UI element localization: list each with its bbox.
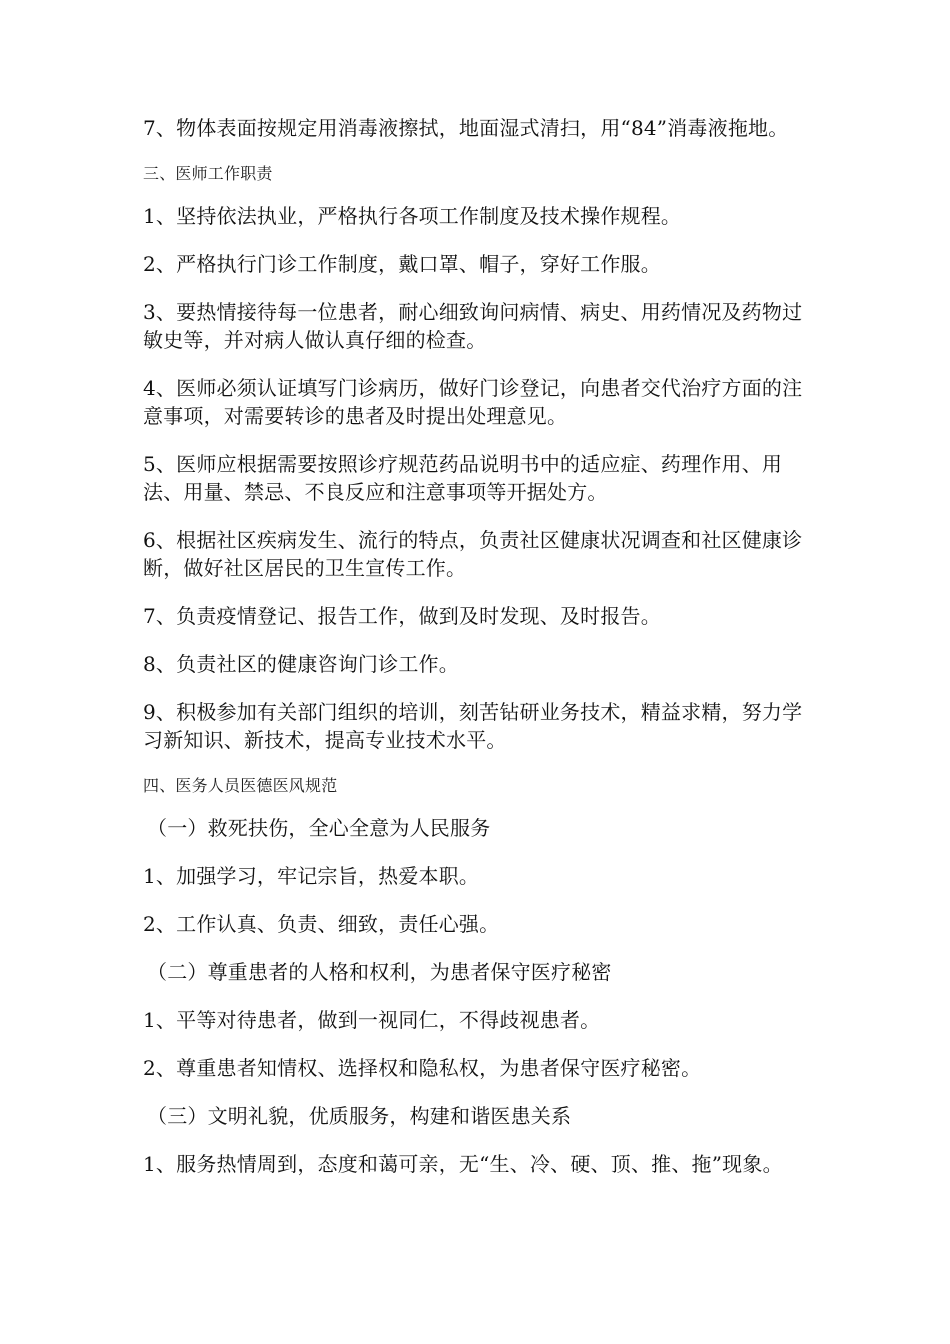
duty-item-8: 8、负责社区的健康咨询门诊工作。	[143, 652, 459, 676]
duty-item-1: 1、坚持依法执业，严格执行各项工作制度及技术操作规程。	[143, 204, 682, 228]
subsection-heading-3: （三）文明礼貌，优质服务，构建和谐医患关系	[147, 1104, 572, 1128]
subsection-heading-2: （二）尊重患者的人格和权利，为患者保守医疗秘密	[147, 960, 612, 984]
ethics-item-2-2: 2、尊重患者知情权、选择权和隐私权，为患者保守医疗秘密。	[143, 1056, 702, 1080]
duty-item-2: 2、严格执行门诊工作制度，戴口罩、帽子，穿好工作服。	[143, 252, 661, 276]
document-body	[143, 114, 815, 1178]
duty-item-4: 4、医师必须认证填写门诊病历，做好门诊登记，向患者交代治疗方面的注意事项，对需要转诊的患者及时提出处理意见。	[143, 376, 803, 428]
ethics-item-2-1: 1、平等对待患者，做到一视同仁，不得歧视患者。	[143, 1008, 601, 1032]
ethics-item-1-2: 2、工作认真、负责、细致，责任心强。	[143, 912, 500, 936]
duty-item-7: 7、负责疫情登记、报告工作，做到及时发现、及时报告。	[143, 604, 661, 628]
section-heading-medical-ethics: 四、医务人员医德医风规范	[143, 776, 338, 795]
section-heading-physician-duties: 三、医师工作职责	[143, 164, 273, 183]
duty-item-6: 6、根据社区疾病发生、流行的特点，负责社区健康状况调查和社区健康诊断，做好社区居民的卫生宣传工作。	[143, 528, 803, 580]
subsection-heading-1: （一）救死扶伤，全心全意为人民服务	[147, 816, 491, 840]
ethics-item-3-1: 1、服务热情周到，态度和蔼可亲，无“生、冷、硬、顶、推、拖”现象。	[143, 1152, 783, 1176]
duty-item-9: 9、积极参加有关部门组织的培训，刻苦钻研业务技术，精益求精，努力学习新知识、新技术，提高专业技术水平。	[143, 700, 803, 752]
ethics-item-1-1: 1、加强学习，牢记宗旨，热爱本职。	[143, 864, 480, 888]
duty-item-3: 3、要热情接待每一位患者，耐心细致询问病情、病史、用药情况及药物过敏史等，并对病人做认真仔细的检查。	[143, 300, 803, 352]
paragraph-disinfection-7: 7、物体表面按规定用消毒液擦拭，地面湿式清扫，用“84”消毒液拖地。	[143, 116, 789, 140]
duty-item-5: 5、医师应根据需要按照诊疗规范药品说明书中的适应症、药理作用、用法、用量、禁忌、不良反应和注意事项等开据处方。	[143, 452, 783, 504]
